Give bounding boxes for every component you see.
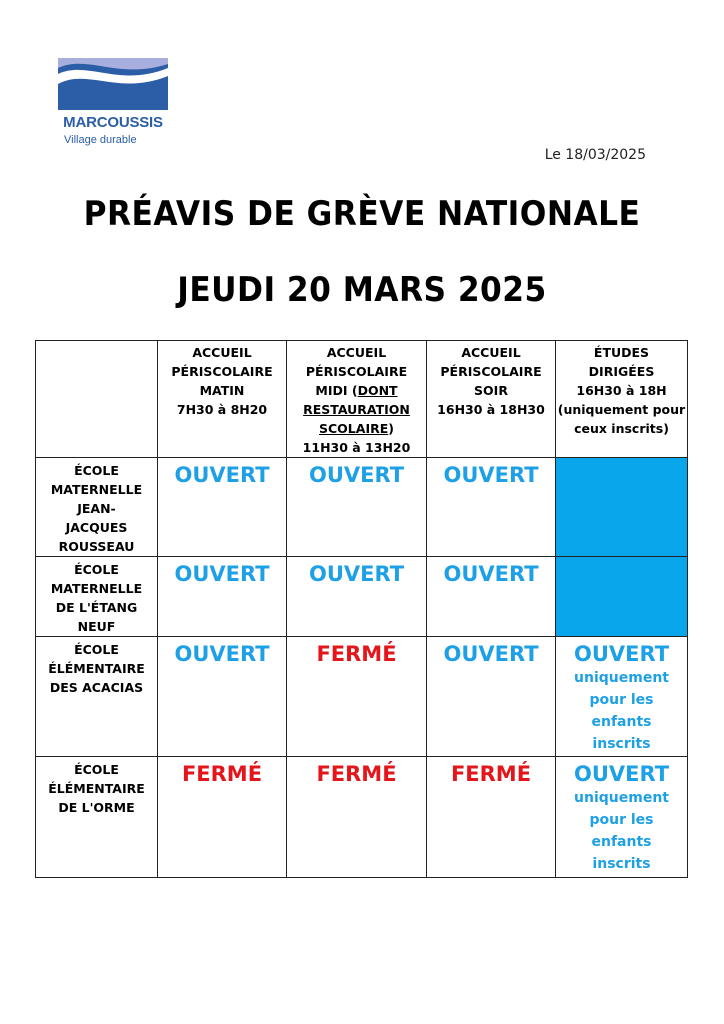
table-row	[36, 557, 688, 637]
table-row	[36, 637, 688, 757]
header-line	[287, 419, 426, 438]
header-line: PÉRISCOLAIRE	[305, 364, 408, 379]
schedule-table	[35, 340, 688, 878]
etudes-note: uniquement	[574, 670, 669, 686]
school-name-line: ROUSSEAU	[58, 539, 135, 554]
school-name	[36, 757, 158, 878]
header-line: SOIR	[474, 383, 508, 398]
header-line: DIRIGÉES	[588, 364, 655, 379]
header-text: )	[388, 421, 394, 436]
school-name	[36, 637, 158, 757]
header-etudes	[556, 341, 688, 458]
status-closed: FERMÉ	[427, 757, 556, 878]
header-line: 11H30 à 13H20	[302, 440, 411, 455]
status-open: OUVERT	[427, 458, 556, 557]
header-line: ACCUEIL	[326, 345, 387, 360]
header-empty-cell	[36, 341, 158, 458]
school-name-line: MATERNELLE	[50, 581, 143, 596]
status-closed: FERMÉ	[287, 757, 427, 878]
header-line	[287, 381, 426, 400]
school-name-line: ÉLÉMENTAIRE	[48, 661, 145, 676]
etudes-note: inscrits	[592, 856, 651, 872]
header-underlined: SCOLAIRE	[319, 421, 389, 436]
header-line: (uniquement pour	[557, 402, 686, 417]
school-name	[36, 458, 158, 557]
status-open: OUVERT	[158, 637, 287, 757]
status-open: OUVERT	[573, 642, 670, 666]
marcoussis-logo	[58, 58, 168, 158]
school-name-line: ÉCOLE	[74, 762, 119, 777]
logo-tagline: Village durable	[64, 134, 137, 146]
header-line: ceux inscrits)	[574, 421, 669, 436]
status-open-etudes	[556, 637, 688, 757]
header-line: PÉRISCOLAIRE	[440, 364, 542, 379]
etudes-note: inscrits	[592, 736, 651, 752]
status-open: OUVERT	[573, 762, 670, 786]
school-name-line: ÉCOLE	[74, 463, 119, 478]
status-open: OUVERT	[427, 557, 556, 637]
table-row	[36, 757, 688, 878]
status-open-etudes	[556, 757, 688, 878]
logo-wave-icon	[58, 58, 168, 114]
status-open: OUVERT	[158, 557, 287, 637]
header-line: PÉRISCOLAIRE	[171, 364, 273, 379]
school-name-line: MATERNELLE	[50, 482, 143, 497]
header-line: 16H30 à 18H30	[437, 402, 545, 417]
school-name-line: DES ACACIAS	[49, 680, 144, 695]
school-name-line: ÉCOLE	[74, 562, 119, 577]
etudes-note: pour les	[589, 692, 654, 708]
school-name-line: JEAN-	[77, 501, 116, 516]
page-title: PRÉAVIS DE GRÈVE NATIONALE	[83, 194, 641, 234]
not-applicable-cell	[556, 458, 688, 557]
school-name-line: DE L'ORME	[58, 800, 135, 815]
header-text: MIDI (	[315, 383, 358, 398]
header-line: 16H30 à 18H	[576, 383, 667, 398]
header-line: ACCUEIL	[461, 345, 521, 360]
school-name-line: ÉLÉMENTAIRE	[48, 781, 145, 796]
page-subtitle: JEUDI 20 MARS 2025	[177, 270, 547, 310]
school-name-line: NEUF	[77, 619, 116, 634]
school-name-line: JACQUES	[65, 520, 128, 535]
school-name-line: DE L'ÉTANG	[55, 600, 138, 615]
header-line: ÉTUDES	[593, 345, 650, 360]
header-matin	[158, 341, 287, 458]
etudes-note: enfants	[591, 714, 652, 730]
status-open: OUVERT	[158, 458, 287, 557]
header-row	[36, 341, 688, 458]
header-line: MATIN	[199, 383, 245, 398]
status-open: OUVERT	[287, 557, 427, 637]
table-row	[36, 458, 688, 557]
header-line: ACCUEIL	[192, 345, 252, 360]
status-open: OUVERT	[427, 637, 556, 757]
status-closed: FERMÉ	[287, 637, 427, 757]
status-open: OUVERT	[287, 458, 427, 557]
etudes-note: uniquement	[574, 790, 669, 806]
etudes-note: pour les	[589, 812, 654, 828]
header-midi	[287, 341, 427, 458]
status-closed: FERMÉ	[158, 757, 287, 878]
etudes-note: enfants	[591, 834, 652, 850]
logo-name: MARCOUSSIS	[63, 114, 163, 131]
not-applicable-cell	[556, 557, 688, 637]
header-underlined: RESTAURATION	[303, 402, 410, 417]
school-name-line: ÉCOLE	[74, 642, 119, 657]
header-soir	[427, 341, 556, 458]
header-line: 7H30 à 8H20	[176, 402, 268, 417]
header-underlined: DONT	[357, 383, 398, 398]
school-name	[36, 557, 158, 637]
document-date: Le 18/03/2025	[544, 147, 646, 163]
